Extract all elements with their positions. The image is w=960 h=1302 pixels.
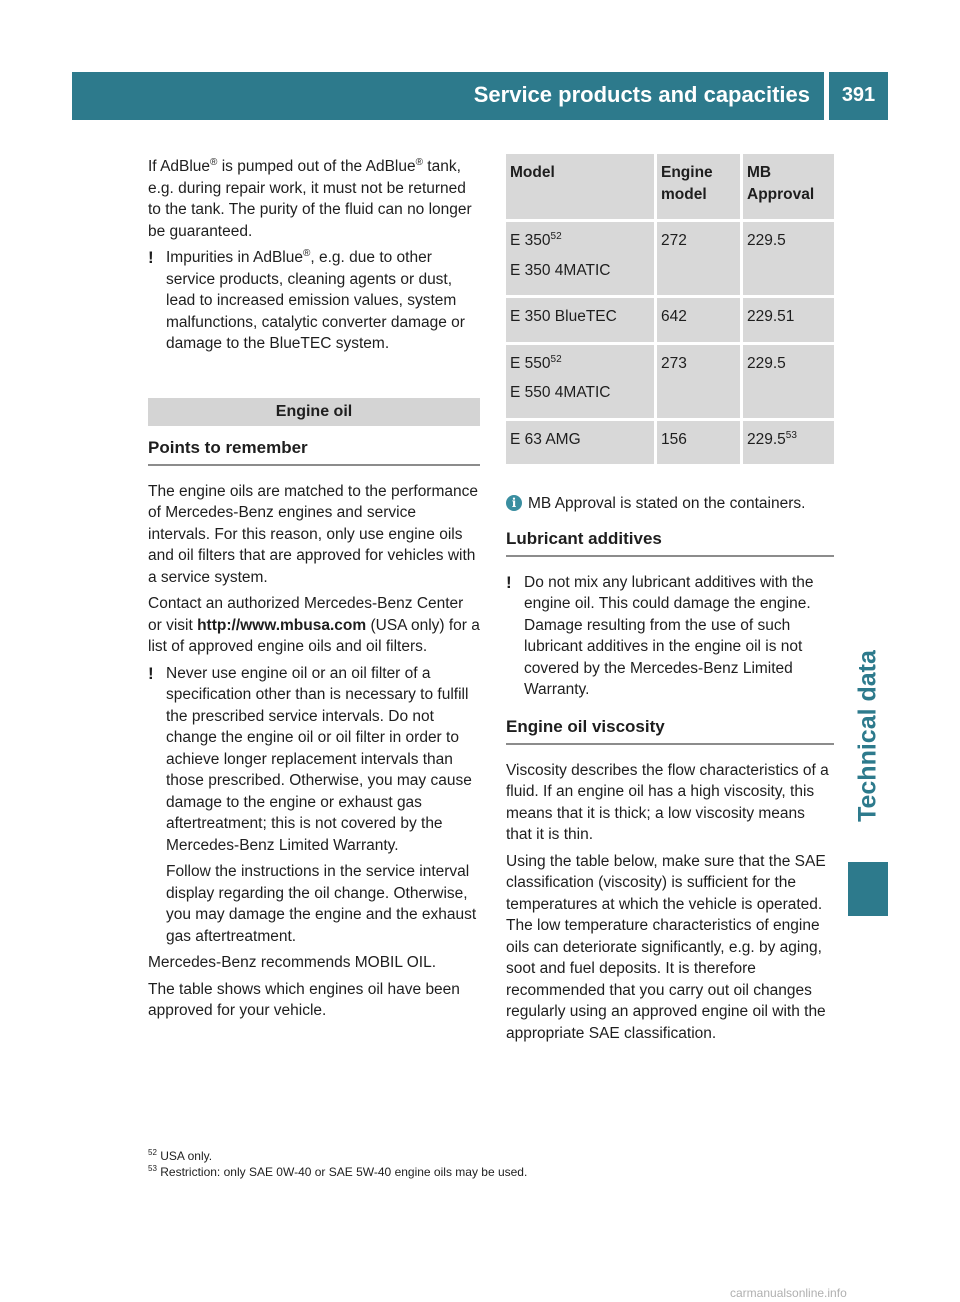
warning-icon: ! [148,248,154,267]
footnote: $^{53}$ Restriction: only SAE 0W-40 or SAE 5W-40 engine oils may be used. [148,1164,528,1179]
table-row: E $350^{52}$ E 350 4MATIC 272 229.5 [506,222,834,298]
info-icon: i [506,495,522,511]
table-row: E 63 AMG 156 229.5$^{53}$ [506,421,834,468]
warning-lubricant-additives: ! Do not mix any lubricant additives with the engine oil. This could damage the engine. Damage resulting from the use of such lubricant additives in the engine oil is not covered by the Mercedes-Benz Limited Warranty. [506,572,814,698]
engine-oil-heading: Engine oil [148,398,480,426]
contact-paragraph: Contact an authorized Mercedes-Benz Center or visit http://www.mbusa.com (USA only) for a list of approved engine oils and oil filters. [148,595,480,655]
info-note: i MB Approval is stated on the containers. [506,493,834,515]
mbusa-link[interactable]: http://www.mbusa.com [197,616,367,634]
engine-oils-matched-paragraph: The engine oils are matched to the performance of Mercedes-Benz engines and service intervals. For this reason, only use engine oils and oil filters that are approved for vehicles with a service system. [148,482,478,586]
column-header-approval: MB Approval [743,154,834,222]
engine-oil-approval-table [506,154,834,467]
side-tab-marker [848,862,888,916]
warning-icon: ! [148,663,154,683]
header-title: Service products and capacities [473,82,810,107]
footnotes [148,1148,848,1180]
side-tab [848,616,888,856]
page-header [72,72,888,120]
table-header-row [506,154,834,222]
side-tab-label: Technical data [853,650,882,822]
left-column [148,156,480,1027]
viscosity-paragraph: Viscosity describes the flow characteristics of a fluid. If an engine oil has a high viscosity, this means that it is thick; a low viscosity means that it is thin. [506,761,829,843]
table-row: E 350 BlueTEC 642 229.51 [506,298,834,345]
warning-oil-filter: ! Never use engine oil or an oil filter of a specification other than is necessary to fulfill the prescribed service intervals. Do not change the engine oil or oil filter in order to achieve longer replacement intervals than those prescribed. Otherwise, you may cause damage to the engine or exhaust gas aftertreatment; this is not covered by the Mercedes-Benz Limited Warranty. Follow the instructions in the service interval display regarding the oil change. Otherwise, you may damage the engine and the exhaust gas aftertreatment. [148,663,477,945]
warning-impurities: ! Impurities in AdBlue®, e.g. due to other service products, cleaning agents or dust, lead to increased emission values, system malfunctions, catalytic converter damage or damage to the BlueTEC system. [148,247,465,352]
lubricant-additives-heading: Lubricant additives [506,527,834,557]
footnote: $^{52}$ USA only. [148,1148,213,1163]
watermark: carmanualsonline.info [730,1286,847,1300]
page-number: 391 [841,84,876,106]
right-column [506,154,834,1049]
points-to-remember-heading: Points to remember [148,436,480,466]
column-header-engine: Engine model [657,154,743,222]
table-row: E $550^{52}$ E 550 4MATIC 273 229.5 [506,345,834,421]
mobil-oil-paragraph: Mercedes-Benz recommends MOBIL OIL. [148,954,436,971]
adblue-paragraph: If AdBlue® is pumped out of the AdBlue® tank, e.g. during repair work, it must not be returned to the tank. The purity of the fluid can no longer be guaranteed. [148,156,472,240]
column-header-model: Model [506,154,657,222]
warning-icon: ! [506,572,512,592]
engine-oil-viscosity-heading: Engine oil viscosity [506,715,834,745]
sae-paragraph: Using the table below, make sure that the SAE classification (viscosity) is sufficient for the temperatures at which the vehicle is operated. The low temperature characteristics of engine oils can deteriorate significantly, e.g. by aging, soot and fuel deposits. It is therefore recommended that you carry out oil changes regularly using an approved engine oil with the appropriate SAE classification. [506,852,826,1042]
table-intro-paragraph: The table shows which engines oil have been approved for your vehicle. [148,980,460,1019]
